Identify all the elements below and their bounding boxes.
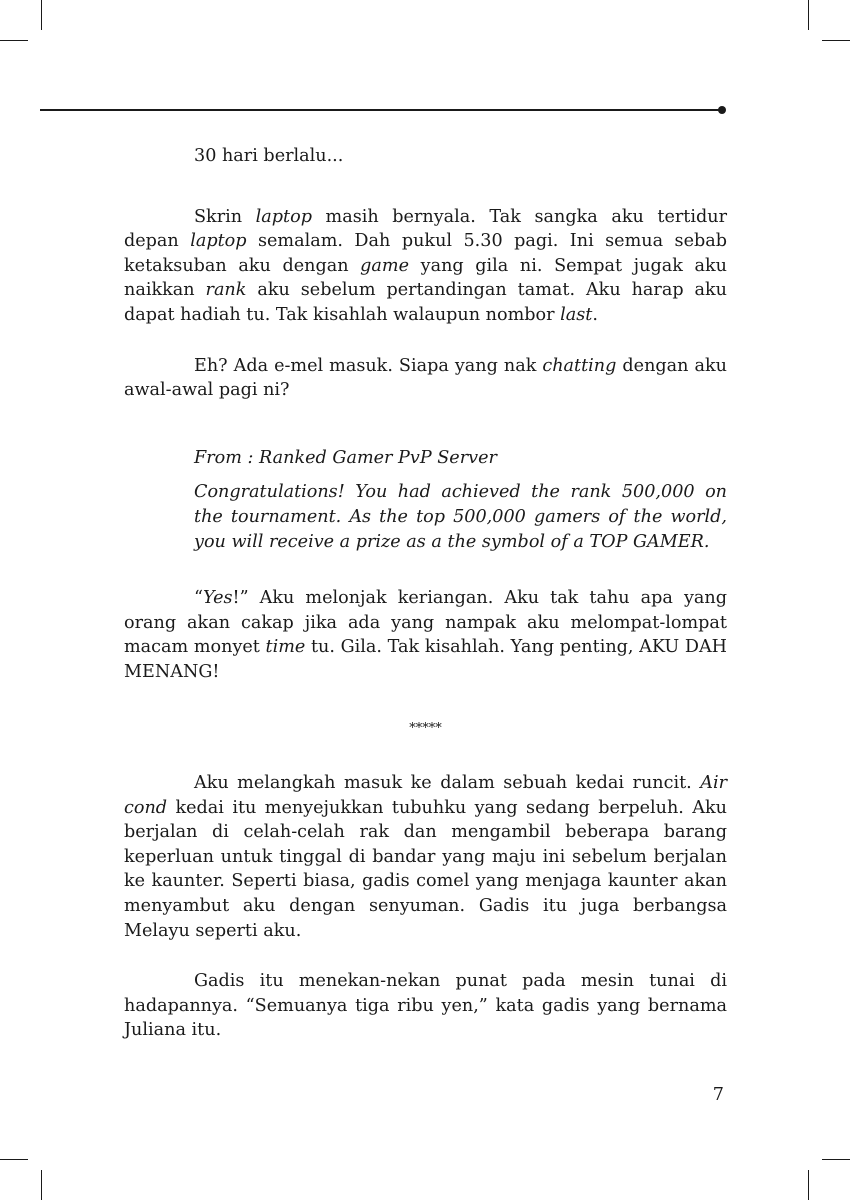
text-run: aku sebelum pertandingan tamat. Aku harap aku dapat hadiah tu. Tak kisahlah walaupun nombor — [124, 280, 727, 325]
text-run: Aku melangkah masuk ke dalam sebuah kedai runcit. — [194, 773, 701, 794]
italic-term: rank — [205, 280, 247, 301]
text-run: Skrin — [194, 206, 256, 227]
crop-mark-bottom-left-h — [0, 1159, 28, 1160]
italic-term: Yes — [203, 588, 233, 609]
italic-term: laptop — [255, 206, 312, 227]
text-run: dengan aku awal-awal pagi ni? — [124, 355, 727, 401]
paragraph-5 — [124, 969, 727, 1043]
crop-mark-bottom-right — [808, 1170, 809, 1200]
italic-term: game — [360, 255, 410, 276]
italic-term: laptop — [190, 231, 247, 252]
text-run: tu. Gila. Tak kisahlah. Yang penting, AKU DAH MENANG! — [124, 637, 727, 682]
crop-mark-top-right-h — [822, 40, 850, 41]
italic-term: chatting — [542, 355, 617, 376]
text-run: “ — [194, 588, 203, 609]
text-run: kedai itu menyejukkan tubuhku yang sedang berpeluh. Aku berjalan di celah-celah rak dan mengambil beberapa barang keperluan untuk tinggal di bandar yang maju ini sebelum berjalan ke kaunter. Seperti biasa, gadis comel yang menjaga kaunter akan menyambut aku dengan senyuman. Gadis itu juga berbangsa Melayu seperti aku. — [124, 797, 727, 941]
crop-mark-top-right — [808, 0, 809, 30]
paragraph-1 — [124, 205, 727, 328]
text-run: !” Aku melonjak keriangan. Aku tak tahu apa yang orang akan cakap jika ada yang nampak aku melompat-lompat macam monyet — [124, 588, 727, 658]
header-rule-dot — [718, 106, 726, 114]
text-run: Eh? Ada e-mel masuk. Siapa yang nak — [194, 355, 543, 376]
text-run: masih bernyala. Tak sangka aku tertidur depan — [124, 206, 728, 252]
italic-term: time — [265, 637, 306, 658]
header-rule — [40, 109, 720, 111]
crop-mark-bottom-left — [41, 1170, 42, 1200]
email-from: From : Ranked Gamer PvP Server — [194, 447, 497, 468]
crop-mark-bottom-right-h — [822, 1159, 850, 1160]
body-text — [124, 144, 727, 1043]
paragraph-2 — [124, 354, 727, 403]
paragraph-3 — [124, 586, 727, 684]
italic-term: Air cond — [124, 773, 727, 818]
text-run: semalam. Dah pukul 5.30 pagi. Ini semua sebab ketaksuban aku dengan — [124, 231, 727, 276]
text-run: yang gila ni. Sempat jugak aku naikkan — [124, 255, 727, 301]
email-body: Congratulations! You had achieved the rank 500,000 on the tournament. As the top 500,000 gamers of the world, you will receive a prize as a the symbol of a TOP GAMER. — [194, 482, 727, 552]
section-separator: ***** — [409, 720, 442, 736]
italic-term: last — [560, 304, 593, 325]
paragraph-4 — [124, 771, 727, 943]
chapter-heading: 30 hari berlalu... — [194, 146, 344, 166]
crop-mark-top-left-h — [0, 40, 28, 41]
crop-mark-top-left — [41, 0, 42, 30]
text-run: Gadis itu menekan-nekan punat pada mesin tunai di hadapannya. “Semuanya tiga ribu yen,” kata gadis yang bernama Juliana itu. — [124, 971, 727, 1041]
page-number: 7 — [712, 1085, 724, 1105]
text-run: . — [592, 304, 598, 325]
